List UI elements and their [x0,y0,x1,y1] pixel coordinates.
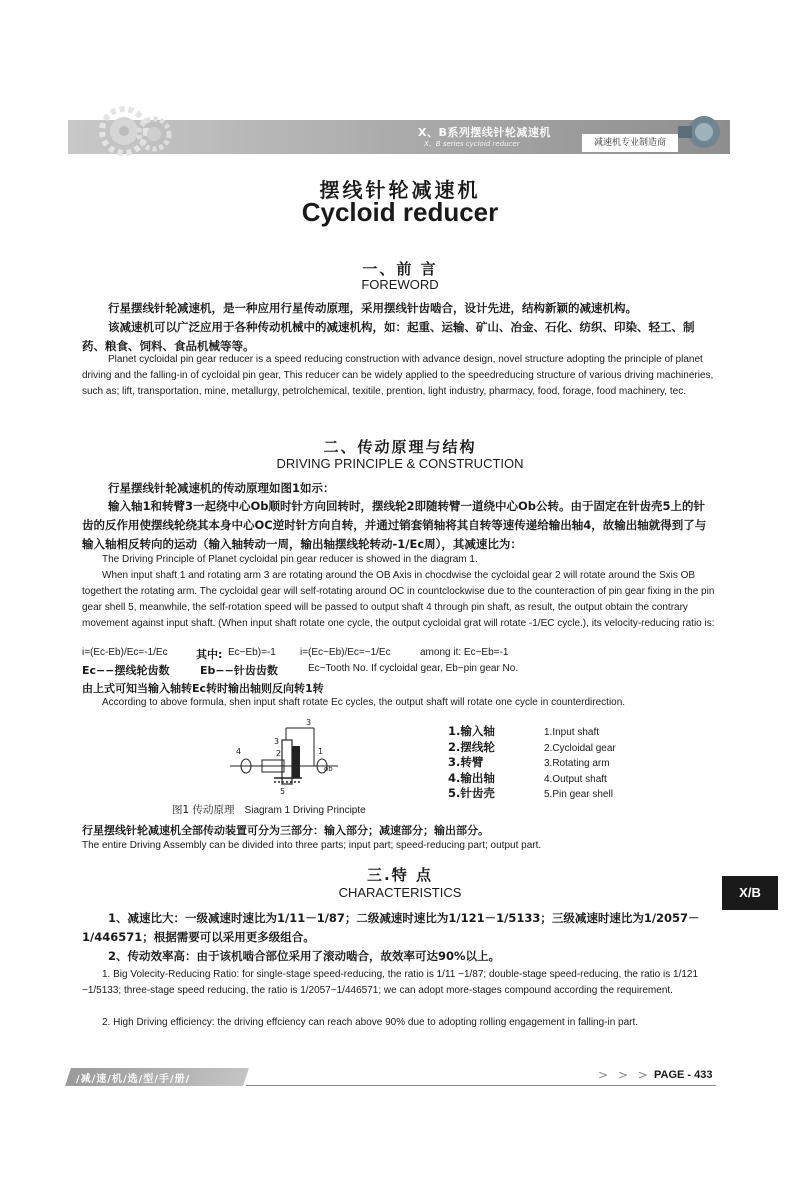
formula-label-cn: 其中: [196,648,223,661]
driving-en-intro: The Driving Principle of Planet cycloidal pin gear reducer is showed in the diagram 1. [102,554,478,565]
driving-cn-paragraph: 输入轴1和转臂3一起绕中心Ob顺时针方向回转时，摆线轮2即随转臂一道绕中心Ob公转。由于固定在针齿壳5上的针齿的反作用使摆线轮绕其本身中心OC逆时针方向自转，并通过销套销轴将其自转等速传递给输出轴4，故输出轴就得到了与输入轴相反转向的运动（输入轴转动一周，输出轴摆线轮转动-1/Ec周），其减速比为： [82,499,707,551]
diagram-label: 5 [280,787,286,796]
driving-heading-cn: 二、传动原理与结构 [323,438,477,456]
footer-arrows: > > > [598,1068,651,1082]
legend-item-cn: 1.输入轴 [448,724,495,738]
diagram-label: 4 [236,747,242,756]
formula-4: among it: Ec−Eb=-1 [420,647,509,658]
foreword-cn-p2: 该减速机可以广泛应用于各种传动机械中的减速机构，如：起重、运输、矿山、冶金、石化、纺织、印染、轻工、制药、粮食、饲料、食品机械等等。 [82,320,695,353]
driving-en-paragraph: When input shaft 1 and rotating arm 3 are rotating around the OB Axis in chocdwise the cycloidal gear 2 will rotate around the Sxis OB togethert the rotating arm. The cycloidal gear will self-rotating around OC in countclockwise due to the counteraction of pin gear fixing in the pin gear shell 5, meanwhile, the self-rotation speed will be passed to output shaft 4 through pin shaft, as result, the output obtain the contrary movement against input shaft. (When input shaft rotate one cycle, the output cycloidal grat will rotate -1/EC cycle.), its velocity-reducing ratio is: [82,570,715,629]
legend-item-cn: 4.输出轴 [448,770,495,785]
diagram-label: 3 [274,737,280,746]
foreword-heading-cn: 一、前 言 [362,260,438,278]
page-number: PAGE - 433 [654,1069,713,1081]
foreword-en-paragraph: Planet cycloidal pin gear reducer is a speed reducing construction with advance design, novel structure adopting the principle of planet driving and the falling-in of cycloidal pin gear, This reducer can be widely applied to the speedreducing structure of various driving machineries, such as; lift, transportation, mine, metallurgy, petrolchemical, texitile, prention, light industry, pharmacy, food, forage, food machinery, tec. [82,354,714,397]
legend-item-cn: 5.针齿壳 [448,786,495,800]
diagram-label: 1 [318,747,324,756]
legend-item-en: 5.Pin gear shell [544,789,613,800]
foreword-heading-en: FOREWORD [361,277,439,292]
header-tag: 减速机专业制造商 [582,134,678,152]
figure-caption-en: Siagram 1 Driving Principte [244,805,366,816]
footer-manual-title: /减/速/机/选/型/手/册/ [76,1074,191,1085]
formula-3: i=(Ec−Eb)/Ec=−1/Ec [300,647,391,658]
header-subtitle: X、B series cycloid reducer [424,140,520,148]
legend-item-en: 2.Cycloidal gear [544,742,616,754]
section-tab: X/B [722,876,778,910]
driving-cn-intro: 行星摆线针轮减速机的传动原理如图1如示： [108,481,335,495]
header-title: X、B系列摆线针轮减速机 [418,126,551,139]
characteristics-heading-cn: 三.特 点 [367,866,433,884]
characteristic-cn-2: 2、传动效率高：由于该机啮合部位采用了滚动啮合，故效率可达90%以上。 [108,949,501,963]
legend-item-cn: 3.转臂 [448,755,484,769]
page-title-en: Cycloid reducer [301,197,499,227]
characteristic-en-1: 1. Big Volecity-Reducing Ratio: for single-stage speed-reducing, the ratio is 1/11 −1/87; double-stage speed-reducing, the ratio is 1/121 −1/5133; three-stage speed reducing, the ratio is 1/2057−1/446571; we can adopt more-stages compound according the requirement. [82,969,699,996]
legend-item-cn: 2.摆线轮 [448,739,495,754]
characteristics-heading-en: CHARACTERISTICS [338,885,462,900]
driving-principle-diagram [228,716,348,796]
legend-item-en: 1.Input shaft [544,727,600,738]
foreword-cn-p1: 行星摆线针轮减速机，是一种应用行星传动原理，采用摆线针齿啮合，设计先进，结构新颖的减速机构。 [108,301,637,315]
figure-caption-cn: 图1 传动原理 [172,804,235,816]
characteristic-en-2: 2. High Driving efficiency: the driving effciency can reach above 90% due to adopting rolling engagement in falling-in part. [102,1017,639,1028]
gear-icon [134,114,174,154]
assembly-cn: 行星摆线针轮减速机全部传动装置可分为三部分：输入部分；减速部分；输出部分。 [82,824,489,837]
diagram-label: ob [324,765,333,773]
conclusion-cn: 由上式可知当输入轴转Ec转时输出轴则反向转1转 [82,682,324,695]
formula-2: Ec−Eb)=-1 [228,647,276,658]
conclusion-en: According to above formula, shen input shaft rotate Ec cycles, the output shaft will rotate one cycle in counterdirection. [102,697,626,708]
legend-cn-list [448,724,495,802]
formula-1: i=(Ec-Eb)/Ec=-1/Ec [82,647,168,658]
driving-heading-en: DRIVING PRINCIPLE & CONSTRUCTION [276,456,524,471]
assembly-en: The entire Driving Assembly can be divided into three parts; input part; speed-reducing part; output part. [82,840,542,851]
diagram-label: 2 [276,749,282,758]
definition-1: Ec−−摆线轮齿数 [82,664,170,677]
figure-caption [172,802,366,817]
legend-item-en: 4.Output shaft [544,773,607,785]
definition-3: Ec−Tooth No. If cycloidal gear, Eb−pin gear No. [308,663,519,674]
motor-icon [674,108,724,154]
diagram-label: 3 [306,718,312,727]
page-title-cn: 摆线针轮减速机 [319,178,481,202]
legend-item-en: 3.Rotating arm [544,758,610,769]
footer-divider [246,1085,716,1086]
characteristic-cn-1: 1、减速比大：一级减速时速比为1/11－1/87；二级减速时速比为1/121－1/5133；三级减速时速比为1/2057－1/446571；根据需要可以采用更多级组合。 [82,911,700,944]
legend-en-list [544,725,616,803]
definition-2: Eb−−针齿齿数 [200,664,278,677]
